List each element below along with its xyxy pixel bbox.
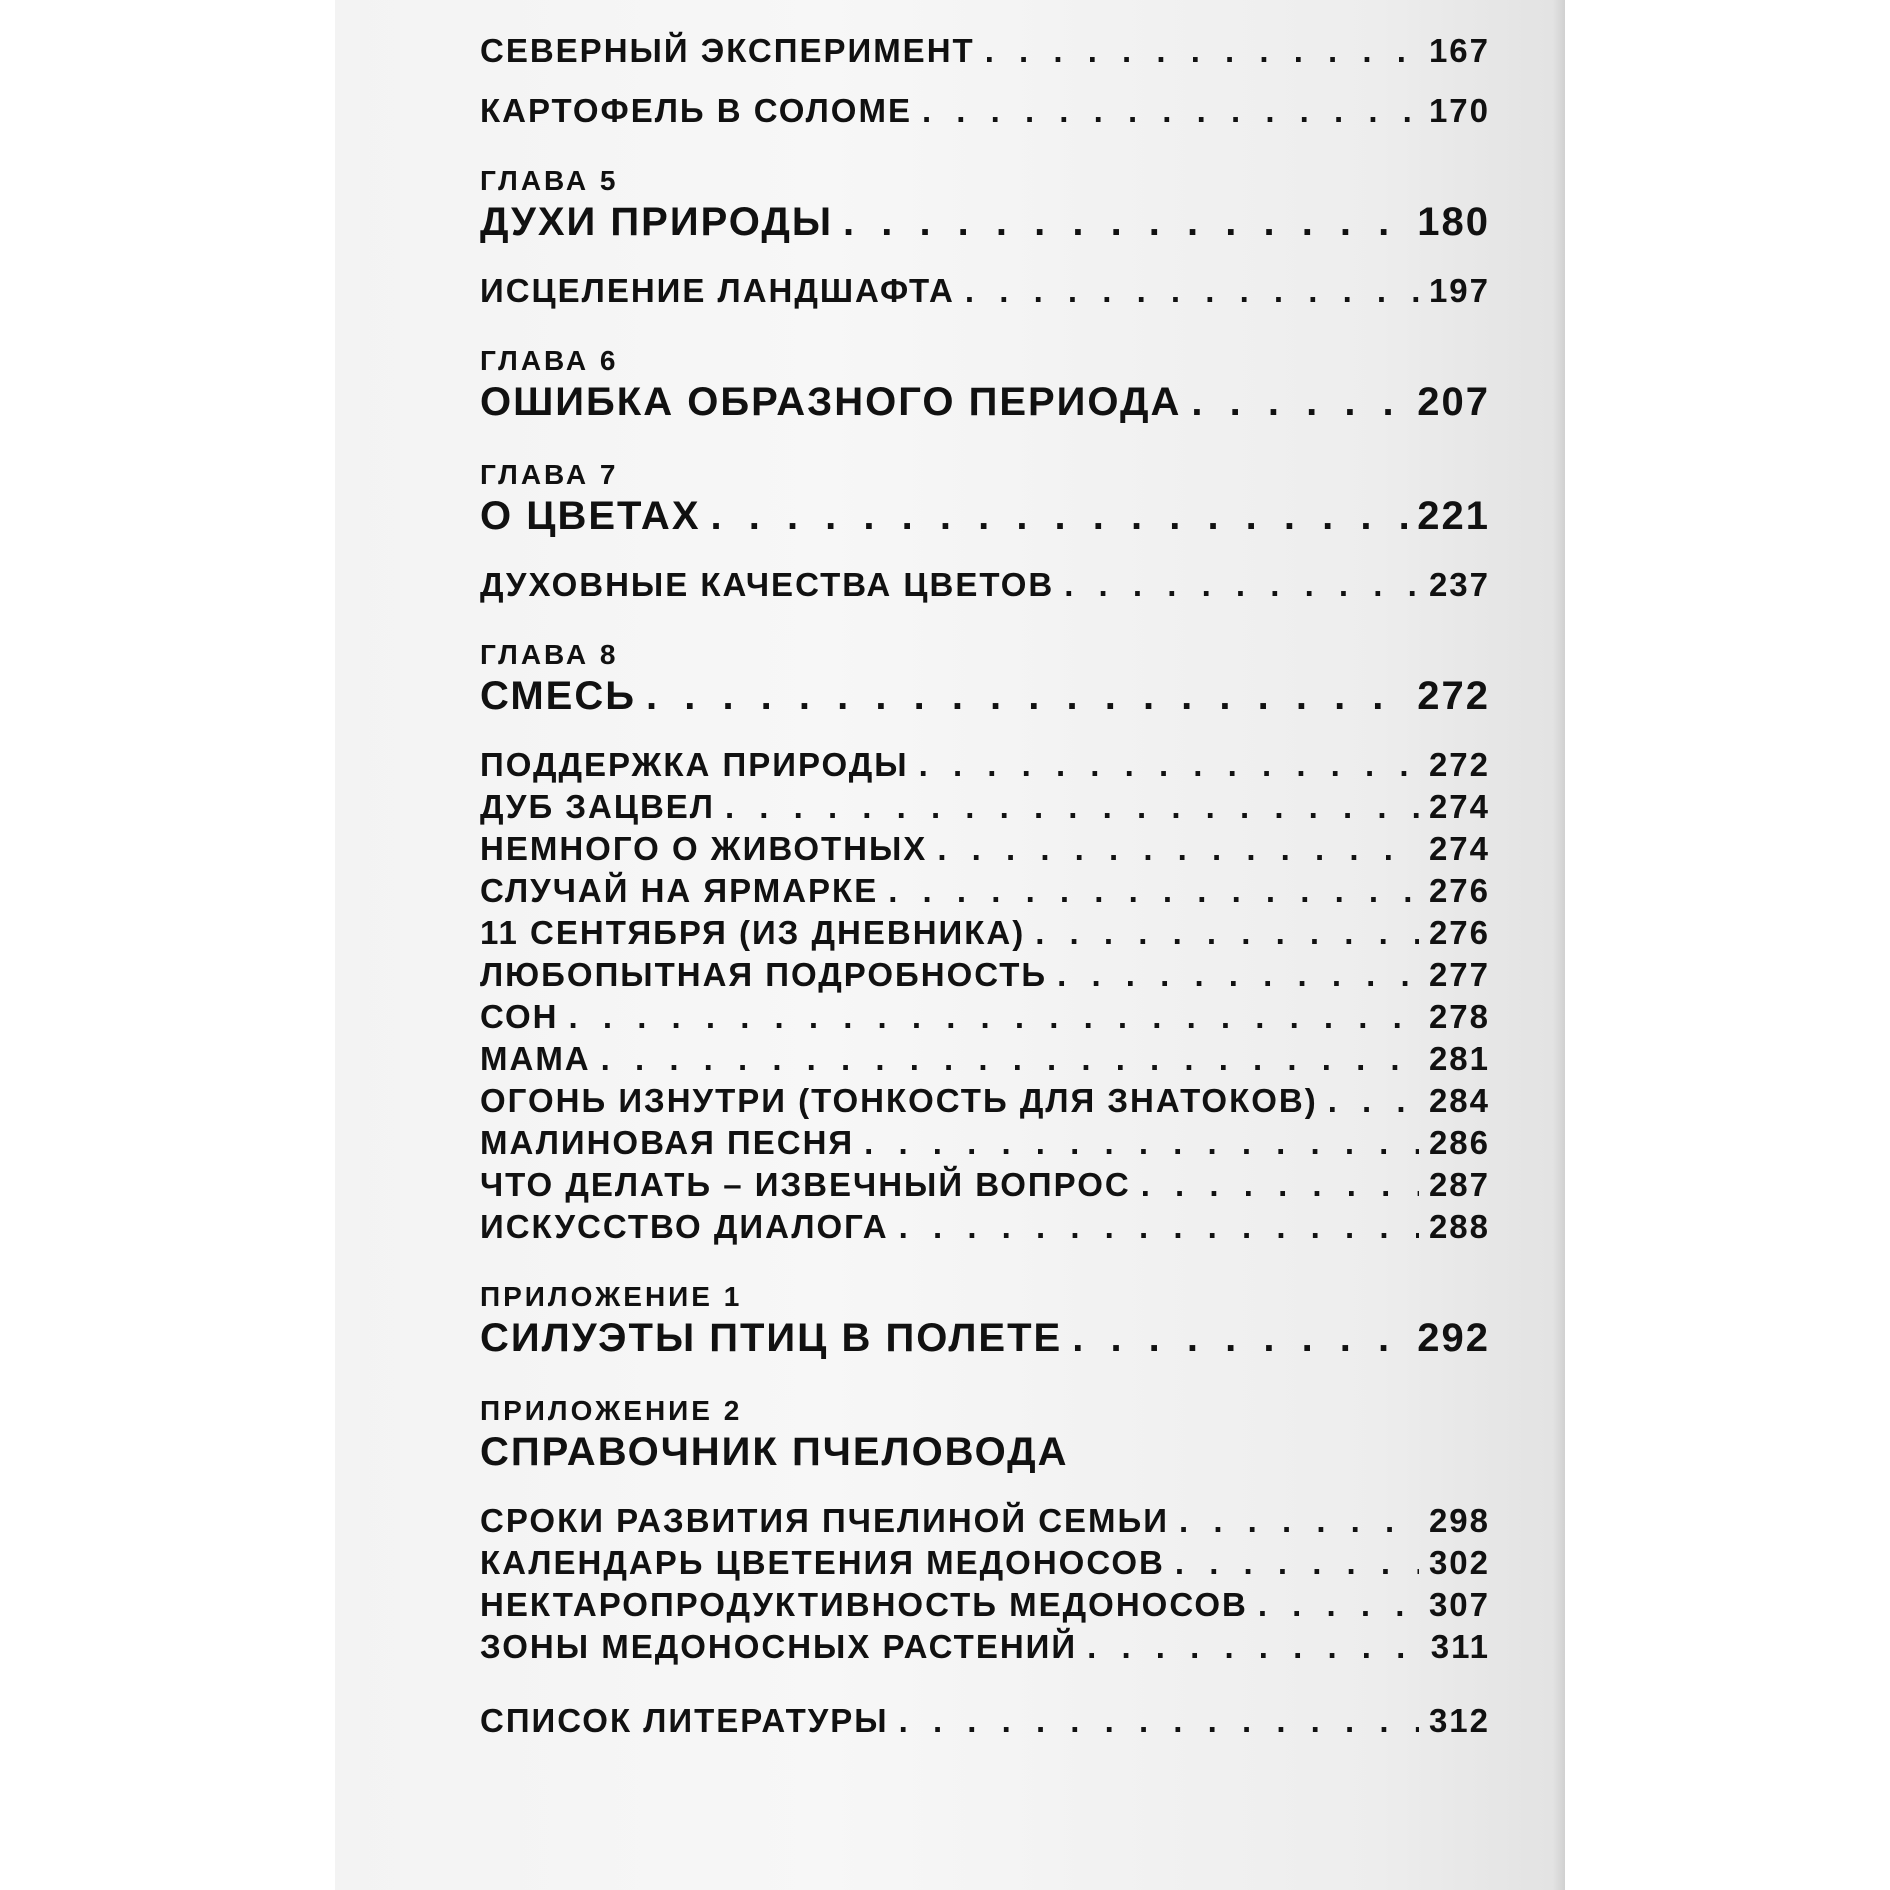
toc-entry-title: СРОКИ РАЗВИТИЯ ПЧЕЛИНОЙ СЕМЬИ	[480, 1502, 1169, 1539]
chapter-title-row[interactable]	[480, 378, 1490, 426]
appendix-title-row[interactable]	[480, 1314, 1490, 1362]
toc-entry-page: 284	[1428, 1082, 1490, 1119]
dot-leader	[965, 270, 1419, 312]
toc-entry[interactable]	[480, 1584, 1490, 1626]
toc-entry-page: 237	[1428, 566, 1490, 603]
dot-leader	[1328, 1080, 1419, 1122]
chapter-label: ГЛАВА 5	[480, 165, 619, 196]
dot-leader	[985, 30, 1419, 72]
toc-entry-page: 298	[1428, 1502, 1490, 1539]
table-of-contents	[480, 30, 1490, 1742]
toc-entry-page: 302	[1428, 1544, 1490, 1581]
chapter-title: ДУХИ ПРИРОДЫ	[480, 200, 833, 244]
toc-entry-title: МАМА	[480, 1040, 591, 1077]
appendix-label: ПРИЛОЖЕНИЕ 2	[480, 1395, 743, 1426]
toc-entry-title: СЕВЕРНЫЙ ЭКСПЕРИМЕНТ	[480, 32, 975, 69]
toc-entry[interactable]	[480, 744, 1490, 786]
toc-entry[interactable]	[480, 912, 1490, 954]
dot-leader	[725, 786, 1419, 828]
toc-entry[interactable]	[480, 90, 1490, 132]
toc-entry-title: ДУХОВНЫЕ КАЧЕСТВА ЦВЕТОВ	[480, 566, 1055, 603]
toc-entry-title: ПОДДЕРЖКА ПРИРОДЫ	[480, 746, 909, 783]
page-edge-shadow	[1553, 0, 1565, 1890]
dot-leader	[1057, 954, 1419, 996]
toc-entry-page: 288	[1428, 1208, 1490, 1245]
appendix-title: СИЛУЭТЫ ПТИЦ В ПОЛЕТЕ	[480, 1316, 1063, 1360]
toc-entry[interactable]	[480, 954, 1490, 996]
chapter-page: 180	[1417, 200, 1490, 244]
dot-leader	[569, 996, 1419, 1038]
dot-leader	[899, 1206, 1419, 1248]
dot-leader	[899, 1700, 1419, 1742]
dot-leader	[1191, 378, 1407, 426]
toc-entry-title: НЕКТАРОПРОДУКТИВНОСТЬ МЕДОНОСОВ	[480, 1586, 1248, 1623]
dot-leader	[711, 492, 1408, 540]
toc-entry[interactable]	[480, 30, 1490, 72]
toc-entry-page: 286	[1428, 1124, 1490, 1161]
chapter-title: ОШИБКА ОБРАЗНОГО ПЕРИОДА	[480, 380, 1182, 424]
toc-entry[interactable]	[480, 1542, 1490, 1584]
appendix-page: 292	[1417, 1316, 1490, 1360]
toc-entry-title: ЛЮБОПЫТНАЯ ПОДРОБНОСТЬ	[480, 956, 1048, 993]
chapter-page: 207	[1417, 380, 1490, 424]
dot-leader	[937, 828, 1419, 870]
toc-entry-page: 167	[1428, 32, 1490, 69]
chapter-label: ГЛАВА 7	[480, 459, 619, 490]
toc-entry[interactable]	[480, 786, 1490, 828]
chapter-page: 272	[1417, 674, 1490, 718]
toc-entry-page: 276	[1428, 872, 1490, 909]
toc-entry-title: ЧТО ДЕЛАТЬ – ИЗВЕЧНЫЙ ВОПРОС	[480, 1166, 1131, 1203]
chapter-title: О ЦВЕТАХ	[480, 494, 701, 538]
chapter-title-row[interactable]	[480, 198, 1490, 246]
dot-leader	[1035, 912, 1419, 954]
dot-leader	[1141, 1164, 1419, 1206]
toc-entry[interactable]	[480, 1080, 1490, 1122]
toc-entry-page: 307	[1428, 1586, 1490, 1623]
bibliography-title: СПИСОК ЛИТЕРАТУРЫ	[480, 1702, 889, 1739]
dot-leader	[646, 672, 1407, 720]
toc-entry-page: 272	[1428, 746, 1490, 783]
toc-entry-title: СЛУЧАЙ НА ЯРМАРКЕ	[480, 872, 879, 909]
appendix-label: ПРИЛОЖЕНИЕ 1	[480, 1281, 743, 1312]
toc-entry-page: 276	[1428, 914, 1490, 951]
toc-entry[interactable]	[480, 828, 1490, 870]
toc-entry-page: 281	[1428, 1040, 1490, 1077]
toc-entry[interactable]	[480, 1626, 1490, 1668]
toc-entry-page: 197	[1428, 272, 1490, 309]
toc-entry-title: СОН	[480, 998, 559, 1035]
toc-entry[interactable]	[480, 1122, 1490, 1164]
toc-entry-title: 11 СЕНТЯБРЯ (ИЗ ДНЕВНИКА)	[480, 914, 1026, 951]
dot-leader	[888, 870, 1419, 912]
bibliography-entry[interactable]	[480, 1700, 1490, 1742]
toc-entry-title: ИСКУССТВО ДИАЛОГА	[480, 1208, 889, 1245]
toc-entry[interactable]	[480, 1164, 1490, 1206]
toc-entry-title: ДУБ ЗАЦВЕЛ	[480, 788, 715, 825]
toc-entry[interactable]	[480, 564, 1490, 606]
toc-entry-page: 278	[1428, 998, 1490, 1035]
chapter-label: ГЛАВА 8	[480, 639, 619, 670]
toc-entry[interactable]	[480, 1038, 1490, 1080]
chapter-title: СМЕСЬ	[480, 674, 636, 718]
dot-leader	[1064, 564, 1419, 606]
dot-leader	[922, 90, 1419, 132]
appendix-title: СПРАВОЧНИК ПЧЕЛОВОДА	[480, 1430, 1069, 1474]
dot-leader	[1258, 1584, 1419, 1626]
dot-leader	[864, 1122, 1419, 1164]
toc-entry-title: ОГОНЬ ИЗНУТРИ (ТОНКОСТЬ ДЛЯ ЗНАТОКОВ)	[480, 1082, 1318, 1119]
toc-entry-page: 170	[1428, 92, 1490, 129]
dot-leader	[843, 198, 1407, 246]
dot-leader	[601, 1038, 1419, 1080]
toc-entry-title: НЕМНОГО О ЖИВОТНЫХ	[480, 830, 928, 867]
toc-entry[interactable]	[480, 1206, 1490, 1248]
toc-entry-title: КАЛЕНДАРЬ ЦВЕТЕНИЯ МЕДОНОСОВ	[480, 1544, 1165, 1581]
toc-entry-title: ЗОНЫ МЕДОНОСНЫХ РАСТЕНИЙ	[480, 1628, 1078, 1665]
toc-entry-title: МАЛИНОВАЯ ПЕСНЯ	[480, 1124, 855, 1161]
toc-entry-title: ИСЦЕЛЕНИЕ ЛАНДШАФТА	[480, 272, 955, 309]
dot-leader	[919, 744, 1419, 786]
toc-entry-page: 274	[1428, 830, 1490, 867]
bibliography-page: 312	[1428, 1702, 1490, 1739]
dot-leader	[1087, 1626, 1421, 1668]
chapter-title-row[interactable]	[480, 492, 1490, 540]
dot-leader	[1175, 1542, 1419, 1584]
dot-leader	[1179, 1500, 1419, 1542]
chapter-page: 221	[1417, 494, 1490, 538]
toc-entry[interactable]	[480, 1500, 1490, 1542]
toc-entry-title: КАРТОФЕЛЬ В СОЛОМЕ	[480, 92, 912, 129]
toc-entry-page: 287	[1428, 1166, 1490, 1203]
toc-entry-page: 277	[1428, 956, 1490, 993]
book-page	[335, 0, 1565, 1890]
chapter-label: ГЛАВА 6	[480, 345, 619, 376]
appendix-title-row[interactable]	[480, 1428, 1490, 1476]
toc-entry[interactable]	[480, 870, 1490, 912]
chapter-title-row[interactable]	[480, 672, 1490, 720]
toc-entry[interactable]	[480, 996, 1490, 1038]
dot-leader	[1072, 1314, 1407, 1362]
toc-entry-page: 274	[1428, 788, 1490, 825]
toc-entry[interactable]	[480, 270, 1490, 312]
toc-entry-page: 311	[1430, 1628, 1490, 1665]
